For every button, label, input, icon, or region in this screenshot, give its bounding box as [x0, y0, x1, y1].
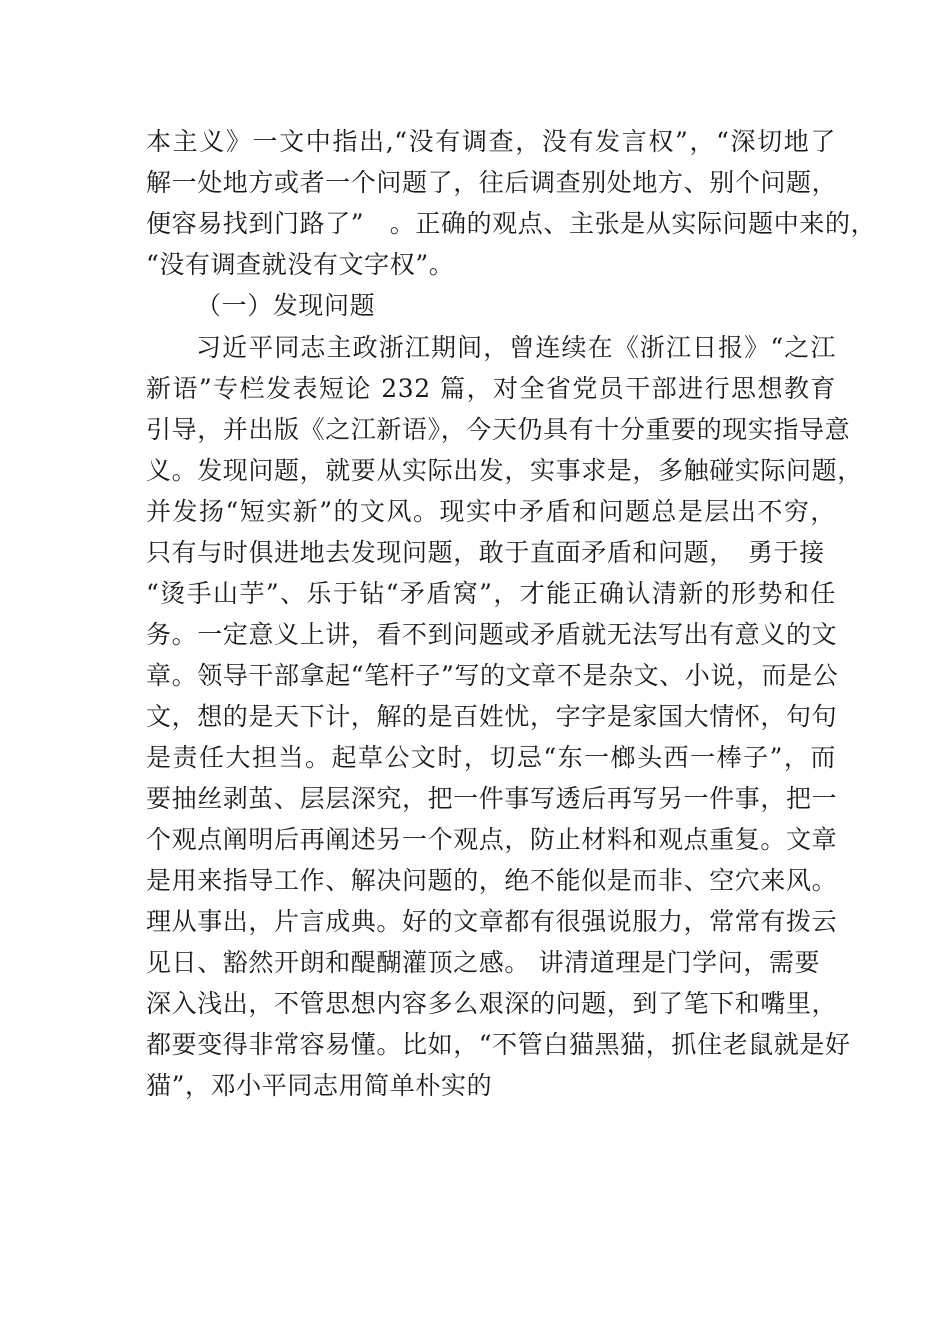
text-line: 解一处地方或者一个问题了，往后调查别处地方、别个问题， — [146, 168, 838, 197]
text-line: “没有调查就没有文字权”。 — [146, 250, 455, 279]
paragraph-last-line: 猫”，邓小平同志用简单朴实的 — [146, 1071, 493, 1100]
text-line: 只有与时俱进地去发现问题，敢于直面矛盾和问题， 勇于接 — [146, 538, 825, 567]
text-line: 都要变得非常容易懂。比如，“不管白猫黑猫，抓住老鼠就是好 — [146, 1030, 851, 1059]
section-heading: （一）发现问题 — [196, 291, 376, 320]
text-line: 理从事出，片言成典。好的文章都有很强说服力，常常有拨云 — [146, 907, 838, 936]
text-line: 文，想的是天下计，解的是百姓忧，字字是家国大情怀，句句 — [146, 702, 838, 731]
text-line: 本主义》一文中指出,“没有调查，没有发言权”，“深切地了 — [146, 127, 836, 156]
paragraph-first-line: 习近平同志主政浙江期间，曾连续在《浙江日报》“之江 — [196, 333, 836, 362]
text-line: 并发扬“短实新”的文风。现实中矛盾和问题总是层出不穷， — [146, 497, 836, 526]
text-line: 章。领导干部拿起“笔杆子”写的文章不是杂文、小说，而是公 — [146, 661, 839, 690]
text-line: 深入浅出，不管思想内容多么艰深的问题，到了笔下和嘴里， — [146, 989, 838, 1018]
text-line: 见日、豁然开朗和醍醐灌顶之感。 讲清道理是门学问，需要 — [146, 948, 821, 977]
text-line: 义。发现问题，就要从实际出发，实事求是，多触碰实际问题， — [146, 456, 863, 485]
text-line: 个观点阐明后再阐述另一个观点，防止材料和观点重复。文章 — [146, 825, 838, 854]
text-line: 要抽丝剥茧、层层深究，把一件事写透后再写另一件事，把一 — [146, 784, 838, 813]
text-line: 是用来指导工作、解决问题的，绝不能似是而非、空穴来风。 — [146, 866, 838, 895]
text-line: 新语”专栏发表短论 232 篇，对全省党员干部进行思想教育 — [146, 374, 836, 403]
text-line: 引导，并出版《之江新语》，今天仍具有十分重要的现实指导意 — [146, 415, 851, 444]
text-line: “烫手山芋”、乐于钻“矛盾窝”，才能正确认清新的形势和任 — [146, 579, 836, 608]
text-line: 便容易找到门路了” 。正确的观点、主张是从实际问题中来的， — [146, 209, 877, 238]
text-line: 务。一定意义上讲，看不到问题或矛盾就无法写出有意义的文 — [146, 620, 838, 649]
text-line: 是责任大担当。起草公文时，切忌“东一榔头西一棒子”，而 — [146, 743, 836, 772]
